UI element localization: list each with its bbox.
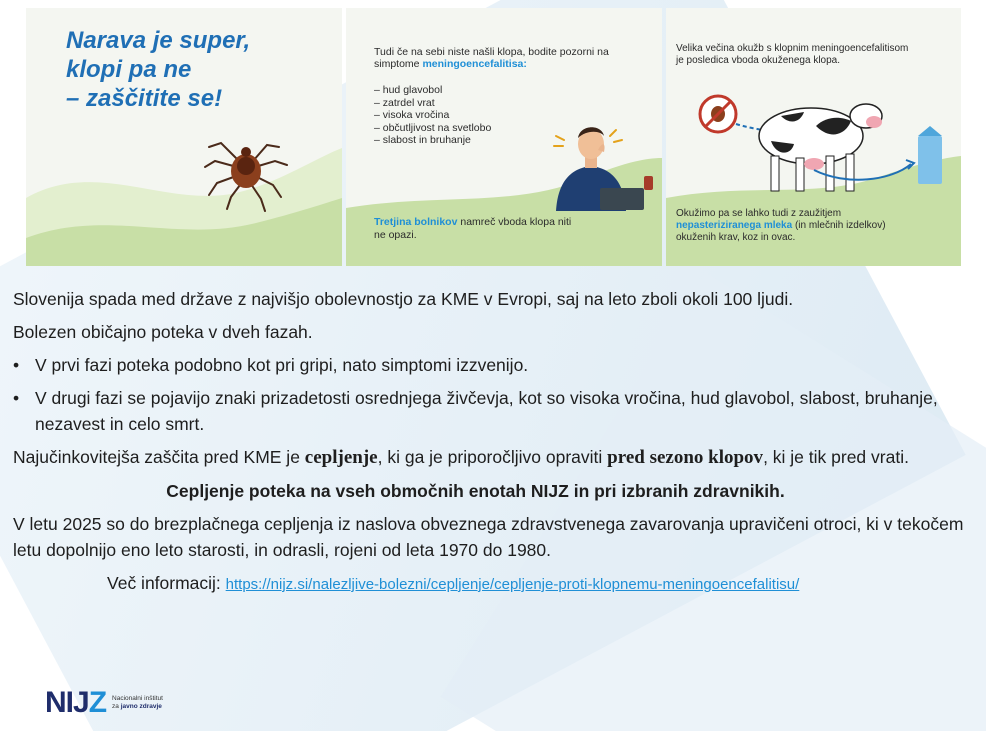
banner-panel-title [26, 8, 342, 266]
paragraph-protection [13, 444, 978, 471]
sick-person-illustration [536, 116, 656, 211]
list-item-text: V prvi fazi poteka podobno kot pri gripi, nato simptomi izzvenijo. [35, 355, 529, 375]
bullet-icon: • [13, 355, 20, 375]
footnote-text: namreč vboda klopa niti ne opazi. [374, 216, 572, 241]
symptom-item: – zatrdel vrat [374, 96, 435, 109]
banner-title-line: Narava je super, [66, 27, 251, 54]
protection-text: , ki je tik pred vrati. [763, 447, 909, 467]
logo-mark-letters: Z [88, 686, 107, 719]
logo-mark [45, 686, 106, 720]
logo-subtitle-bold: javno zdravje [120, 703, 162, 710]
symptoms-intro-highlight: meningoencefalitisa: [422, 58, 527, 70]
cow-illustration [696, 86, 951, 196]
paragraph-vaccination-sites: Cepljenje poteka na vseh območnih enotah NIJZ in pri izbranih zdravnikih. [166, 481, 785, 501]
nijz-logo [45, 686, 163, 720]
symptom-item: – občutljivost na svetlobo [374, 121, 492, 134]
transmission-intro: Velika večina okužb s klopnim meningoencefalitisom je posledica vboda okuženega klopa. [676, 43, 909, 66]
more-info-link[interactable]: https://nijz.si/nalezljive-bolezni/cepljenje/cepljenje-proti-klopnemu-meningoencefalitisu/ [225, 576, 800, 593]
footnote-highlight: Tretjina bolnikov [374, 216, 458, 228]
banner-panel-transmission [666, 8, 961, 266]
footnote-text: Okužimo pa se lahko tudi z zaužitjem [676, 208, 842, 219]
bullet-icon: • [13, 388, 20, 408]
logo-subtitle-line [112, 703, 163, 711]
symptoms-intro-text: Tudi če na sebi niste našli klopa, bodite pozorni na simptome [374, 46, 609, 70]
paragraph-eligibility: V letu 2025 so do brezplačnega cepljenja iz naslova obveznega zdravstvenega zavarovanja upravičeni otroci, ki v tekočem letu dopolnijo eno leto starosti, in odrasli, rojeni od leta 1970 do 1980. [13, 514, 964, 560]
protection-emphasis: cepljenje [304, 447, 378, 468]
symptoms-list [374, 84, 491, 147]
more-info [13, 570, 978, 598]
list-item [13, 352, 978, 378]
logo-subtitle [112, 695, 163, 711]
tick-icon [201, 133, 291, 213]
symptom-item: – visoka vročina [374, 109, 450, 121]
logo-mark-letters: NI [45, 686, 73, 719]
symptoms-footnote [374, 216, 574, 242]
campaign-banner [26, 8, 961, 266]
footnote-highlight: nepasteriziranega mleka [676, 220, 793, 231]
paragraph-phases: Bolezen običajno poteka v dveh fazah. [13, 322, 313, 342]
logo-subtitle-line: Nacionalni inštitut [112, 695, 163, 702]
symptoms-intro [374, 46, 644, 70]
more-info-label: Več informacij: [107, 573, 226, 593]
hill-illustration [26, 8, 342, 266]
banner-title-line: klopi pa ne [66, 56, 192, 83]
logo-mark-letters: J [73, 686, 89, 719]
main-text [13, 286, 978, 605]
list-item [13, 385, 978, 437]
protection-text: , ki ga je priporočljivo opraviti [377, 447, 608, 467]
logo-subtitle-text: za [112, 703, 121, 710]
banner-title-line: – zaščitite se! [66, 85, 223, 112]
symptom-item: – hud glavobol [374, 84, 443, 96]
protection-emphasis: pred sezono klopov [607, 447, 764, 468]
transmission-footnote [676, 208, 916, 244]
list-item-text: V drugi fazi se pojavijo znaki prizadetosti osrednjega živčevja, kot so visoka vročina, hud glavobol, slabost, bruhanje, nezavest in celo smrt. [35, 388, 938, 434]
paragraph-incidence: Slovenija spada med države z najvišjo obolevnostjo za KME v Evropi, saj na leto zboli okoli 100 ljudi. [13, 289, 794, 309]
symptom-item: – slabost in bruhanje [374, 134, 471, 146]
footnote-text: (in mlečnih izdelkov) okuženih krav, koz in ovac. [676, 220, 886, 243]
banner-panel-symptoms [346, 8, 662, 266]
protection-text: Najučinkovitejša zaščita pred KME je [13, 447, 305, 467]
